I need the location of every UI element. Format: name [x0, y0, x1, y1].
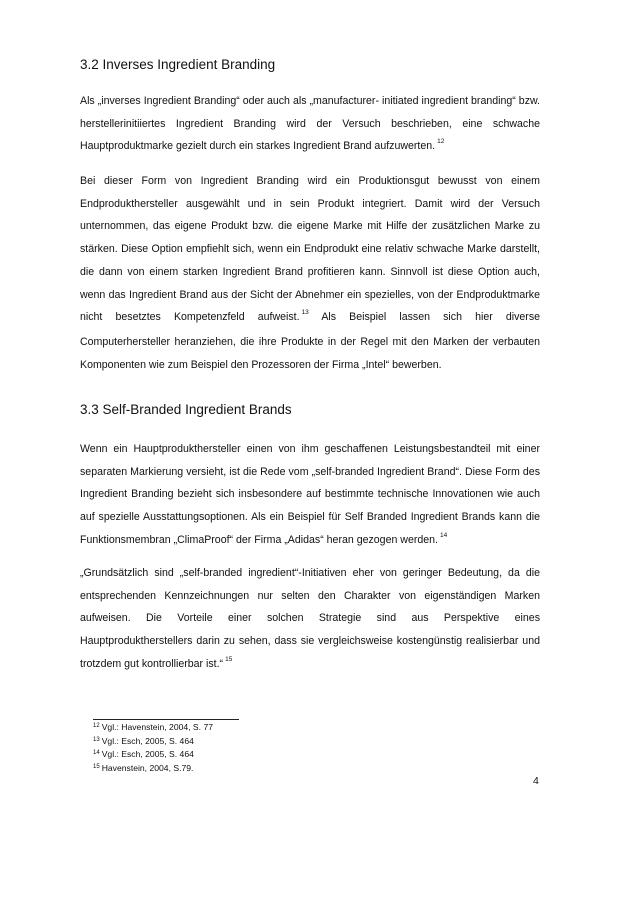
- footnote-number: 12: [93, 723, 100, 729]
- paragraph-text: Wenn ein Hauptprodukthersteller einen von ihm geschaffenen Leistungsbestandteil mit einer separaten Markierung versieht, ist die Rede vom „self-branded Ingredient Brand“. Diese Form des Ingredient Branding bezieht sich insbesondere auf bestimmte technische Innovationen wie auch auf spezielle Ausstattungsoptionen. Als ein Beispiel für Self Branded Ingredient Brands kann die Funktionsmembran „ClimaProof“ der Firma „Adidas“ heran gezogen werden.: [80, 443, 540, 546]
- footnote-ref[interactable]: 13: [301, 309, 309, 317]
- footnote-list: [93, 722, 213, 776]
- footnote-ref[interactable]: 12: [437, 138, 445, 146]
- paragraph: [80, 170, 540, 376]
- paragraph: [80, 438, 540, 554]
- footnote: [93, 763, 213, 777]
- footnote-ref[interactable]: 14: [439, 531, 448, 539]
- footnote-text: Vgl.: Havenstein, 2004, S. 77: [101, 722, 213, 732]
- paragraph-text: Bei dieser Form von Ingredient Branding wird ein Produktionsgut bewusst von einem Endprodukthersteller ausgewählt und in sein Produkt integriert. Damit wird der Versuch unternommen, das eigene Produkt bzw. die eigene Marke mit Hilfe der zusätzlichen Marke zu stärken. Diese Option empfiehlt sich, wenn ein Endprodukt eine relativ schwache Marke darstellt, die dann von einem starken Ingredient Brand profitieren kann. Sinnvoll ist diese Option auch, wenn das Ingredient Brand aus der Sicht der Abnehmer ein spezielles, von der Endproduktmarke nicht besetztes Kompetenzfeld aufweist.: [80, 175, 540, 324]
- footnote-ref[interactable]: 15: [225, 655, 233, 663]
- section-heading: 3.2 Inverses Ingredient Branding: [80, 57, 276, 72]
- page-number: 4: [533, 775, 539, 787]
- footnote-number: 14: [93, 750, 100, 757]
- footnote-text: Vgl.: Esch, 2005, S. 464: [101, 749, 194, 760]
- footnote-separator: [93, 719, 239, 720]
- quote-paragraph: [80, 562, 540, 678]
- footnote-text: Vgl.: Esch, 2005, S. 464: [101, 735, 194, 746]
- paragraph: [80, 90, 540, 160]
- paragraph-text-tail: Als Beispiel lassen sich hier diverse Computerhersteller heranziehen, die ihre Produkte in der Regel mit den Marken der verbauten Komponenten wie zum Beispiel den Prozessoren der Firma „Intel“ bewerben.: [80, 311, 541, 371]
- section-heading: 3.3 Self-Branded Ingredient Brands: [80, 402, 292, 417]
- paragraph-text: Als „inverses Ingredient Branding“ oder auch als „manufacturer- initiated ingredient branding“ bzw. herstellerinitiiertes Ingredient Branding wird der Versuch beschrieben, eine schwache Hauptproduktmarke gezielt durch ein starkes Ingredient Brand aufzuwerten.: [80, 95, 540, 153]
- footnote: [93, 736, 213, 750]
- footnote: [93, 749, 213, 763]
- footnote-number: 13: [93, 736, 100, 743]
- paragraph-text: „Grundsätzlich sind „self-branded ingredient“-Initiativen eher von geringer Bedeutung, da die entsprechenden Kennzeichnungen nur selten den Charakter von eigenständigen Marken aufweisen. Die Vorteile einer solchen Strategie sind aus Perspektive eines Hauptproduktherstellers darin zu sehen, dass sie vergleichsweise kostengünstig realisierbar und trotzdem gut kontrollierbar ist.“: [80, 567, 540, 670]
- footnote-number: 15: [93, 763, 100, 770]
- footnote: [93, 722, 213, 736]
- footnote-text: Havenstein, 2004, S.79.: [101, 762, 194, 773]
